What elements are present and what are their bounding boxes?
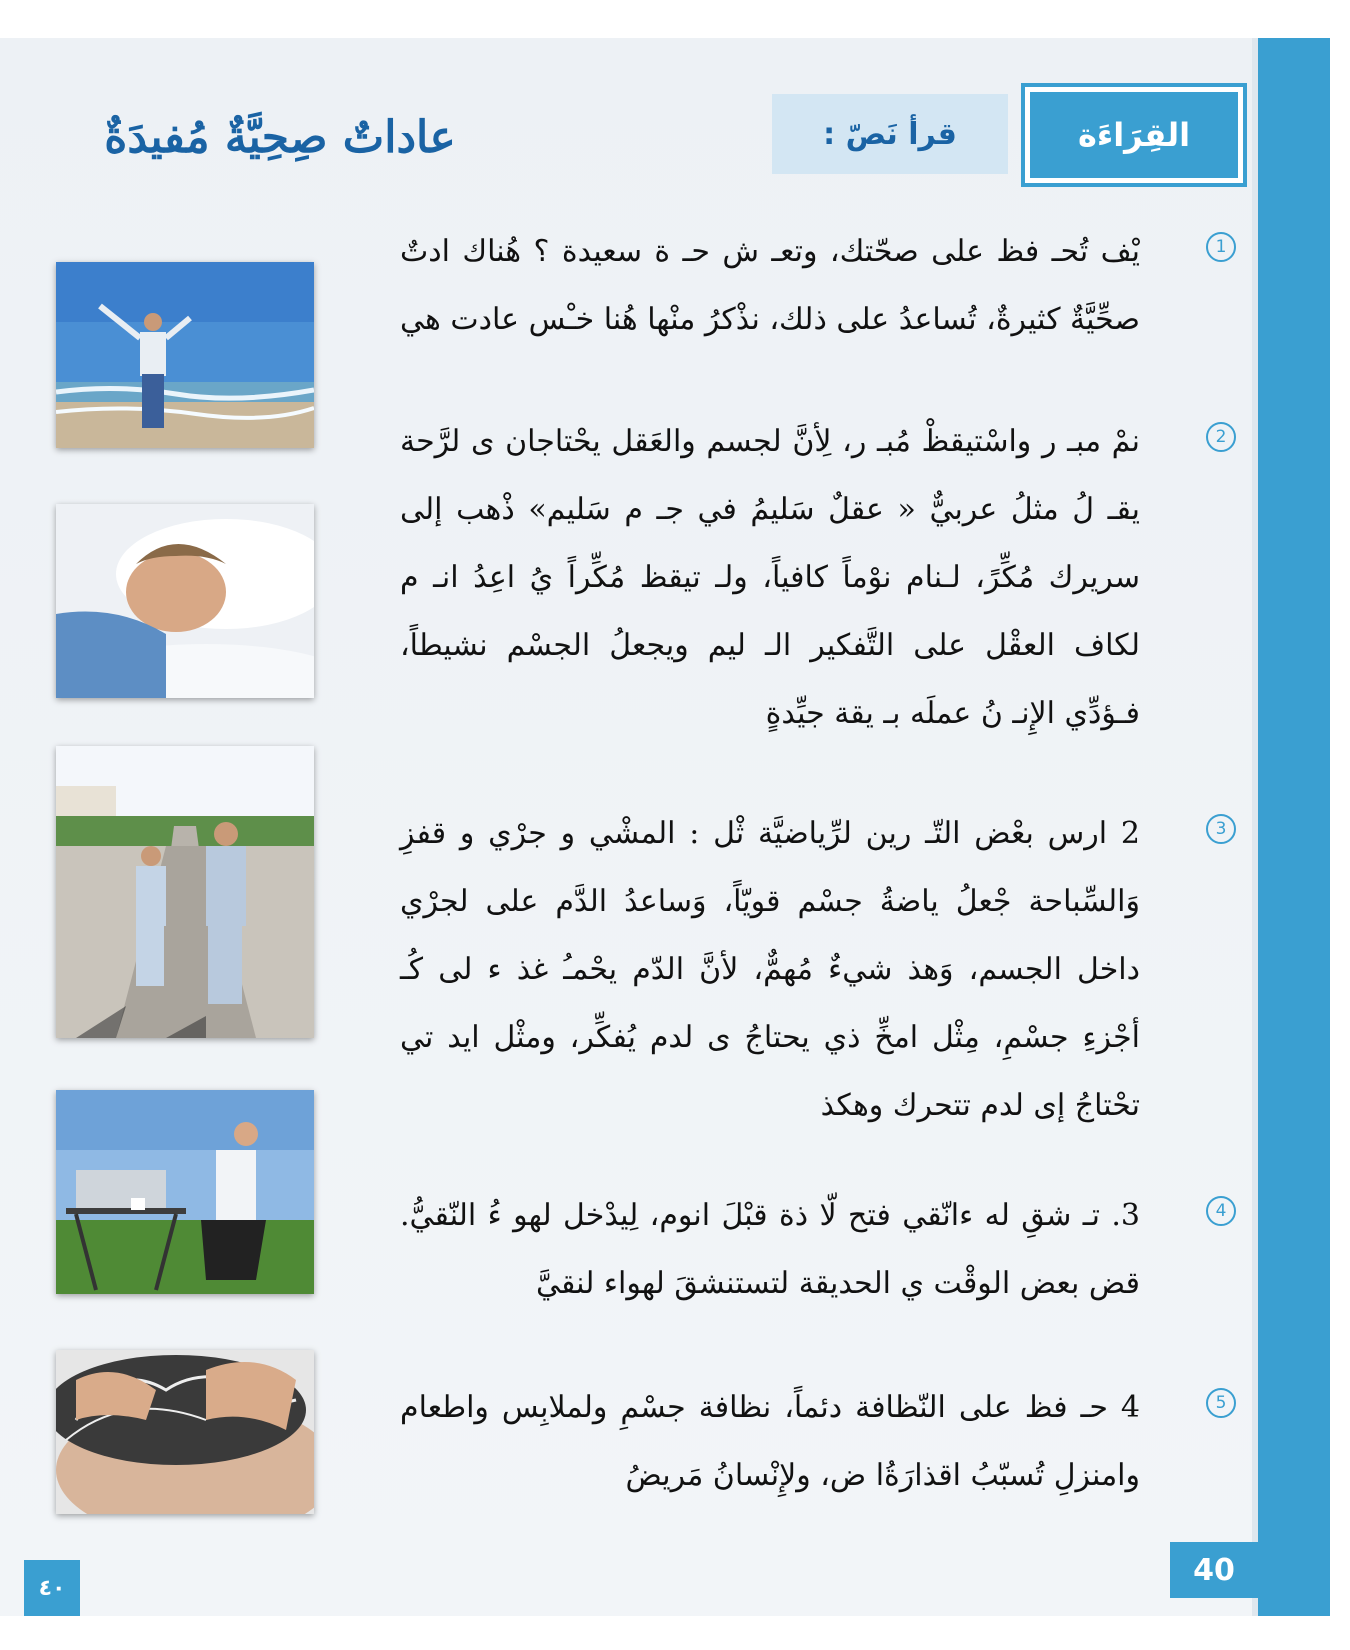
paragraph-4 [400, 1182, 1227, 1318]
paragraph-number: 2 [1206, 422, 1236, 452]
paragraph-number: 1 [1206, 232, 1236, 262]
relaxing-man-photo [56, 1090, 314, 1294]
paragraph-5 [400, 1374, 1227, 1510]
paragraph-text: يْف تُحـ فظ على صحّتك، وتعـ ش حـ ة سعيدة ؟ هُناك ادتٌ صحِّيَّةٌ كثيرةٌ، تُساعدُ على ذلك، نذْكرُ منْها هُنا خـْس عادت هي [400, 234, 1140, 337]
paragraph-3 [400, 800, 1227, 1140]
subtitle-box: قرأ نَصّ : [772, 94, 1008, 174]
paragraph-text: 4 حـ فظ على النّظافة دئماً، نظافة جسْمِ ولملابِس واطعام وامنزلِ تُسبّبُ اقذارَةُا ض، ولإِنْسانُ مَريضُ [400, 1390, 1140, 1493]
page-number: 40 [1170, 1542, 1258, 1598]
page-title: عاداتٌ صِحِيَّةٌ مُفيدَةٌ [104, 112, 456, 163]
paragraph-number: 4 [1206, 1196, 1236, 1226]
paragraph-1 [400, 218, 1227, 354]
beach-man-photo [56, 262, 314, 448]
washing-hair-photo [56, 1350, 314, 1514]
paragraph-number: 3 [1206, 814, 1236, 844]
section-label: القِرَاءَة [1030, 92, 1238, 178]
paragraph-text: 2 ارس بعْض التّـ رين لرِّياضيَّة ثْل : المشْي و جرْي و قفزِ وَالسِّباحة جْعلُ ياضةُ جسْم قويّاً، وَساعدُ الدَّم على لجرْي داخل الجسم، وَهذ شيءٌ مُهمٌّ، لأنَّ الدّم يحْمـُ غذ ء لى كُـ أجْزءِ جسْمِ، مِثْل امخِّ ذي يحتاجُ ى لدم يُفكِّر، ومثْل ايد تي تحْتاجُ إى لدم تتحرك وهكذ [400, 816, 1140, 1123]
page-number-arabic: ٤٠ [24, 1560, 80, 1616]
paragraph-2 [400, 408, 1227, 748]
sleeping-man-photo [56, 504, 314, 698]
paragraph-text: نمْ مبـ ر واسْتيقظْ مُبـ ر، لِأنَّ لجسم والعَقل يحْتاجان ى لرَّحة يقـ لُ مثلُ عربيٌّ « عقلٌ سَليمُ في جـ م سَليم» ذْهب إلى سريرك مُكِّرً، لـنام نوْماً كافياً، ولـ تيقظ مُكِّراً يُ اعِدُ انـ م لكاف العقْل على التَّفكير الـ ليم ويجعلُ الجسْم نشيطاً، فـؤدِّي الإِنـ نُ عملَه بـ يقة جيِّدةٍ [400, 424, 1140, 731]
side-bar [1258, 38, 1330, 1616]
paragraph-text: 3. تـ شقِ له ءانّقي فتح لّا ذة قبْلَ انوم، لِيدْخل لهو ءُ النّقيُّ. قض بعض الوقْت ي الحديقة لتستنشقَ لهواء لنقيَّ [400, 1198, 1140, 1301]
paragraph-number: 5 [1206, 1388, 1236, 1418]
walking-couple-photo [56, 746, 314, 1038]
